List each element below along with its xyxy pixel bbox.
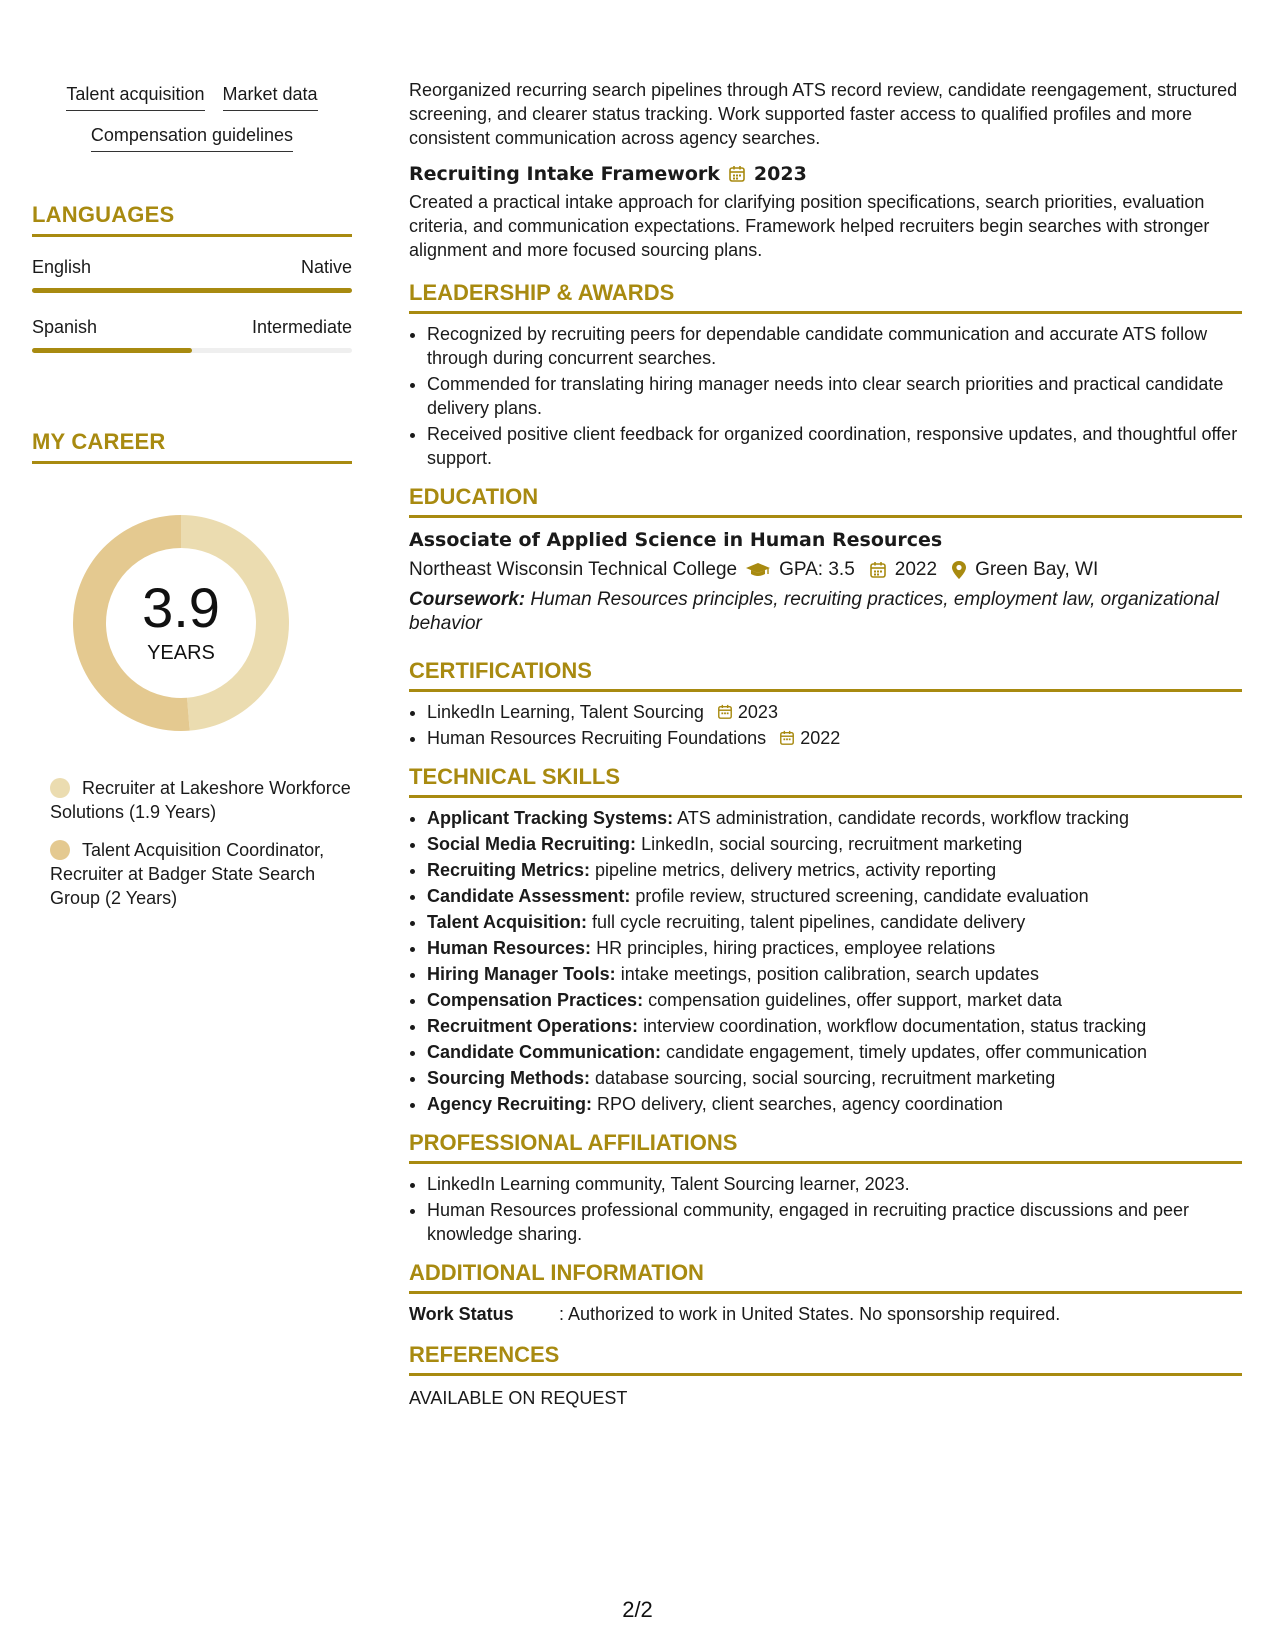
list-item: • LinkedIn Learning community, Talent Sourcing learner, 2023.: [427, 1172, 1242, 1196]
career-total: [66, 578, 296, 665]
language-item: [32, 317, 352, 353]
language-level: Native: [300, 257, 352, 277]
additional-info-row: [409, 1302, 1242, 1326]
technical-skill-item: [427, 936, 1242, 960]
skill-category: Recruiting Metrics:: [427, 860, 591, 880]
certifications-heading: CERTIFICATIONS: [409, 658, 1242, 692]
list-item: • Recognized by recruiting peers for dependable candidate communication and accurate ATS follow through during concurrent searches.: [427, 322, 1242, 370]
leadership-list: [409, 322, 1242, 470]
skill-category: Applicant Tracking Systems:: [427, 808, 674, 828]
affiliations-list: [409, 1172, 1242, 1246]
skill-category: Compensation Practices:: [427, 990, 644, 1010]
technical-skills-list: [409, 806, 1242, 1116]
left-column: [32, 82, 352, 924]
technical-skills-heading: TECHNICAL SKILLS: [409, 764, 1242, 798]
additional-info-heading: ADDITIONAL INFORMATION: [409, 1260, 1242, 1294]
language-proficiency-fill: [32, 348, 192, 353]
list-item: • Commended for translating hiring manager needs into clear search priorities and practical candidate delivery plans.: [427, 372, 1242, 420]
leadership-heading: LEADERSHIP & AWARDS: [409, 280, 1242, 314]
project-title-row: [409, 162, 1242, 186]
language-level: Intermediate: [251, 317, 352, 337]
career-legend-item: [50, 838, 352, 910]
skill-tags: [32, 82, 352, 152]
calendar-icon: [717, 704, 733, 720]
education-gpa: GPA: 3.5: [779, 559, 855, 580]
language-proficiency-bar: [32, 288, 352, 293]
career-legend-item: [50, 776, 352, 824]
project-title: Recruiting Intake Framework: [409, 163, 720, 185]
education-details: [409, 558, 1242, 582]
skill-values: HR principles, hiring practices, employee relations: [596, 938, 996, 958]
skill-values: interview coordination, workflow documentation, status tracking: [643, 1016, 1147, 1036]
skill-category: Talent Acquisition:: [427, 912, 587, 932]
technical-skill-item: [427, 1066, 1242, 1090]
skill-tag: Talent acquisition: [66, 82, 204, 111]
skill-values: compensation guidelines, offer support, market data: [648, 990, 1062, 1010]
skill-category: Recruitment Operations:: [427, 1016, 639, 1036]
project-intro: Reorganized recurring search pipelines through ATS record review, candidate reengagement, structured screening, and clearer status tracking. Work supported faster access to qualified profiles and more consistent communication across agency searches.: [409, 80, 1238, 148]
skill-values: profile review, structured screening, candidate evaluation: [635, 886, 1089, 906]
skill-values: intake meetings, position calibration, search updates: [620, 964, 1039, 984]
career-donut-chart: [66, 508, 296, 738]
project-year: 2023: [753, 163, 807, 185]
skill-values: LinkedIn, social sourcing, recruitment marketing: [641, 834, 1023, 854]
skill-values: database sourcing, social sourcing, recruitment marketing: [595, 1068, 1056, 1088]
page-number: 2/2: [622, 1597, 653, 1622]
technical-skill-item: [427, 988, 1242, 1012]
references-text: AVAILABLE ON REQUEST: [409, 1388, 628, 1408]
certification-year: 2023: [737, 702, 778, 722]
technical-skill-item: [427, 806, 1242, 830]
education-school: Northeast Wisconsin Technical College: [409, 559, 738, 580]
certifications-list: [409, 700, 1242, 750]
coursework-label: Coursework:: [409, 589, 526, 610]
graduation-cap-icon: [745, 561, 771, 579]
language-proficiency-bar: [32, 348, 352, 353]
skill-values: pipeline metrics, delivery metrics, activity reporting: [595, 860, 997, 880]
map-pin-icon: [951, 560, 967, 580]
legend-dot-icon: [50, 778, 70, 798]
technical-skill-item: [427, 910, 1242, 934]
skill-values: candidate engagement, timely updates, offer communication: [666, 1042, 1147, 1062]
calendar-icon: [728, 165, 746, 183]
languages-heading: LANGUAGES: [32, 202, 352, 237]
language-proficiency-fill: [32, 288, 352, 293]
career-legend-label: Recruiter at Lakeshore Workforce Solutions (1.9 Years): [50, 778, 351, 822]
skill-category: Candidate Communication:: [427, 1042, 662, 1062]
career-legend: [32, 776, 352, 910]
certification-name: Human Resources Recruiting Foundations: [427, 728, 767, 748]
career-total-value: 3.9: [142, 576, 220, 639]
skill-values: RPO delivery, client searches, agency coordination: [597, 1094, 1003, 1114]
technical-skill-item: [427, 884, 1242, 908]
language-name: Spanish: [32, 317, 98, 337]
skill-tag: Market data: [223, 82, 318, 111]
education-location: Green Bay, WI: [975, 559, 1099, 580]
certification-year: 2022: [800, 728, 841, 748]
calendar-icon: [869, 561, 887, 579]
additional-info-value: : Authorized to work in United States. No sponsorship required.: [559, 1304, 1061, 1324]
legend-dot-icon: [50, 840, 70, 860]
skill-category: Candidate Assessment:: [427, 886, 631, 906]
career-total-unit: YEARS: [147, 642, 215, 664]
technical-skill-item: [427, 832, 1242, 856]
technical-skill-item: [427, 1040, 1242, 1064]
calendar-icon: [779, 730, 795, 746]
education-degree: Associate of Applied Science in Human Resources: [409, 529, 943, 551]
project-description: Created a practical intake approach for clarifying position specifications, search priorities, evaluation criteria, and communication expectations. Framework helped recruiters begin searches with stronger alignment and more focused sourcing plans.: [409, 192, 1210, 260]
skill-category: Hiring Manager Tools:: [427, 964, 616, 984]
technical-skill-item: [427, 858, 1242, 882]
skill-category: Agency Recruiting:: [427, 1094, 593, 1114]
career-heading: MY CAREER: [32, 429, 352, 464]
references-heading: REFERENCES: [409, 1342, 1242, 1376]
list-item: [427, 700, 1242, 724]
right-column: [409, 78, 1242, 1410]
list-item: • Received positive client feedback for organized coordination, responsive updates, and thoughtful offer support.: [427, 422, 1242, 470]
skill-tag: Compensation guidelines: [91, 123, 293, 152]
technical-skill-item: [427, 962, 1242, 986]
technical-skill-item: [427, 1092, 1242, 1116]
certification-name: LinkedIn Learning, Talent Sourcing: [427, 702, 704, 722]
education-coursework: [409, 588, 1242, 636]
education-year: 2022: [894, 559, 938, 580]
language-name: English: [32, 257, 92, 277]
skill-category: Sourcing Methods:: [427, 1068, 590, 1088]
list-item: [427, 726, 1242, 750]
education-heading: EDUCATION: [409, 484, 1242, 518]
skill-category: Social Media Recruiting:: [427, 834, 637, 854]
skill-values: ATS administration, candidate records, workflow tracking: [677, 808, 1129, 828]
language-item: [32, 257, 352, 293]
affiliations-heading: PROFESSIONAL AFFILIATIONS: [409, 1130, 1242, 1164]
skill-values: full cycle recruiting, talent pipelines, candidate delivery: [592, 912, 1026, 932]
skill-category: Human Resources:: [427, 938, 592, 958]
additional-info-key: Work Status: [409, 1304, 514, 1324]
coursework-text: Human Resources principles, recruiting practices, employment law, organizational behavior: [409, 589, 1219, 634]
technical-skill-item: [427, 1014, 1242, 1038]
list-item: • Human Resources professional community, engaged in recruiting practice discussions and peer knowledge sharing.: [427, 1198, 1242, 1246]
career-legend-label: Talent Acquisition Coordinator, Recruiter at Badger State Search Group (2 Years): [50, 840, 325, 908]
